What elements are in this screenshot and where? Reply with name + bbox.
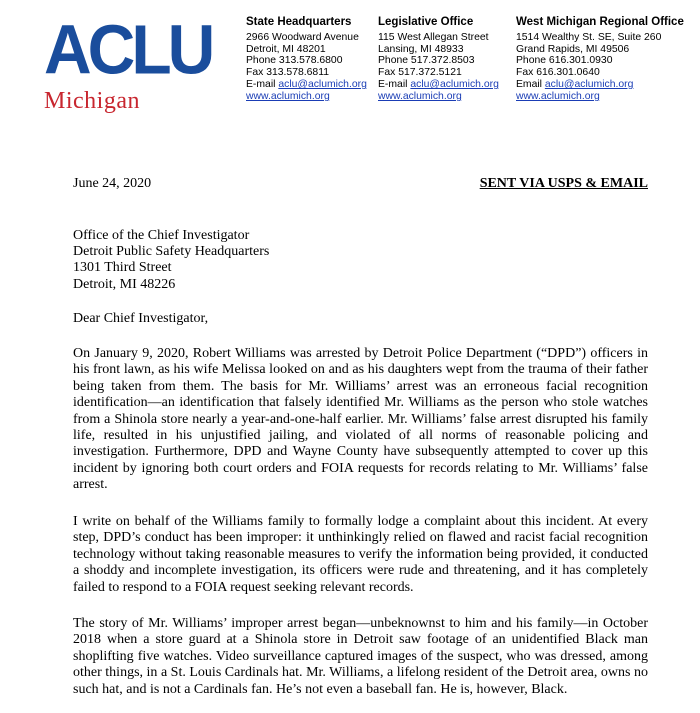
office-name: West Michigan Regional Office [516, 16, 684, 28]
email-label: E-mail [378, 78, 411, 90]
office-fax: Fax 616.301.0640 [516, 67, 600, 79]
office-web-link[interactable]: www.aclumich.org [516, 90, 600, 102]
office-email-row [246, 79, 367, 91]
office-email-link[interactable]: aclu@aclumich.org [278, 78, 367, 90]
office-phone: Phone 616.301.0930 [516, 55, 613, 67]
letter-date: June 24, 2020 [73, 176, 152, 191]
office-fax: Fax 313.578.6811 [246, 67, 329, 79]
office-email-link[interactable]: aclu@aclumich.org [544, 78, 634, 90]
recipient-line: 1301 Third Street [73, 260, 172, 276]
office-address-line: Detroit, MI 48201 [246, 43, 326, 55]
office-address-line: 2966 Woodward Avenue [246, 31, 359, 43]
salutation: Dear Chief Investigator, [73, 311, 209, 326]
recipient-line: Detroit Public Safety Headquarters [73, 244, 270, 260]
office-legislative [378, 17, 499, 103]
body-paragraph: I write on behalf of the Williams family to formally lodge a complaint about this incident. At every step, DPD’s conduct has been improper: it unthinkingly relied on flawed and racist facial recognition technology without taking reasonable measures to verify the information being provided, it conducted a shoddy and incomplete investigation, its officers were rude and threatening, and it has completely failed to respond to a FOIA request seeking relevant records. [73, 514, 648, 595]
office-name: State Headquarters [246, 16, 352, 28]
office-address-line: Grand Rapids, MI 49506 [516, 43, 630, 55]
recipient-line: Office of the Chief Investigator [73, 228, 250, 243]
body-paragraph: The story of Mr. Williams’ improper arrest began—unbeknownst to him and his family—in October 2018 when a store guard at a Shinola store in Detroit saw footage of an unidentified Black man shoplifting five watches. Video surveillance captured images of the suspect, who was dressed, among other things, in a St. Louis Cardinals hat. Mr. Williams, a lifelong resident of the Detroit area, owns no such hat, and is not a Cardinals fan. He’s not even a baseball fan. He is, however, Black. [73, 616, 648, 697]
office-name: Legislative Office [378, 16, 474, 28]
office-web-link[interactable]: www.aclumich.org [378, 90, 462, 102]
office-email-row [516, 79, 684, 91]
recipient-line: Detroit, MI 48226 [73, 276, 176, 292]
aclu-michigan-logo [44, 10, 214, 115]
body-paragraph: On January 9, 2020, Robert Williams was arrested by Detroit Police Department (“DPD”) officers in his front lawn, as his wife Melissa looked on and as his daughters wept from the trauma of their father being taken from them. The basis for Mr. Williams’ arrest was an erroneous facial recognition identification—an identification that falsely identified Mr. Williams as the person who stole watches from a Shinola store nearly a year-and-one-half earlier. Mr. Williams’ false arrest disrupted his family life, resulted in his unjustified jailing, and violated of all norms of reasonable policing and investigation. Furthermore, DPD and Wayne County have subsequently attempted to cover up this incident by ignoring both court orders and FOIA requests for records relating to Mr. Williams’ false arrest. [73, 346, 648, 493]
delivery-method: SENT VIA USPS & EMAIL [479, 176, 648, 191]
office-email-link[interactable]: aclu@aclumich.org [410, 78, 499, 90]
office-phone: Phone 313.578.6800 [246, 55, 343, 67]
office-state-headquarters [246, 17, 367, 103]
office-fax: Fax 517.372.5121 [378, 67, 462, 79]
logo-wordmark: ACLU [44, 10, 212, 89]
email-label: E-mail [246, 78, 279, 90]
email-label: Email [516, 78, 545, 90]
office-email-row [378, 79, 499, 91]
logo-state-name: Michigan [44, 88, 140, 114]
office-address-line: 115 West Allegan Street [378, 31, 489, 43]
office-address-line: 1514 Wealthy St. SE, Suite 260 [516, 31, 662, 43]
office-west-michigan [516, 17, 684, 103]
office-address-line: Lansing, MI 48933 [378, 43, 464, 55]
office-phone: Phone 517.372.8503 [378, 55, 475, 67]
recipient-address [73, 228, 269, 293]
office-web-link[interactable]: www.aclumich.org [246, 90, 330, 102]
